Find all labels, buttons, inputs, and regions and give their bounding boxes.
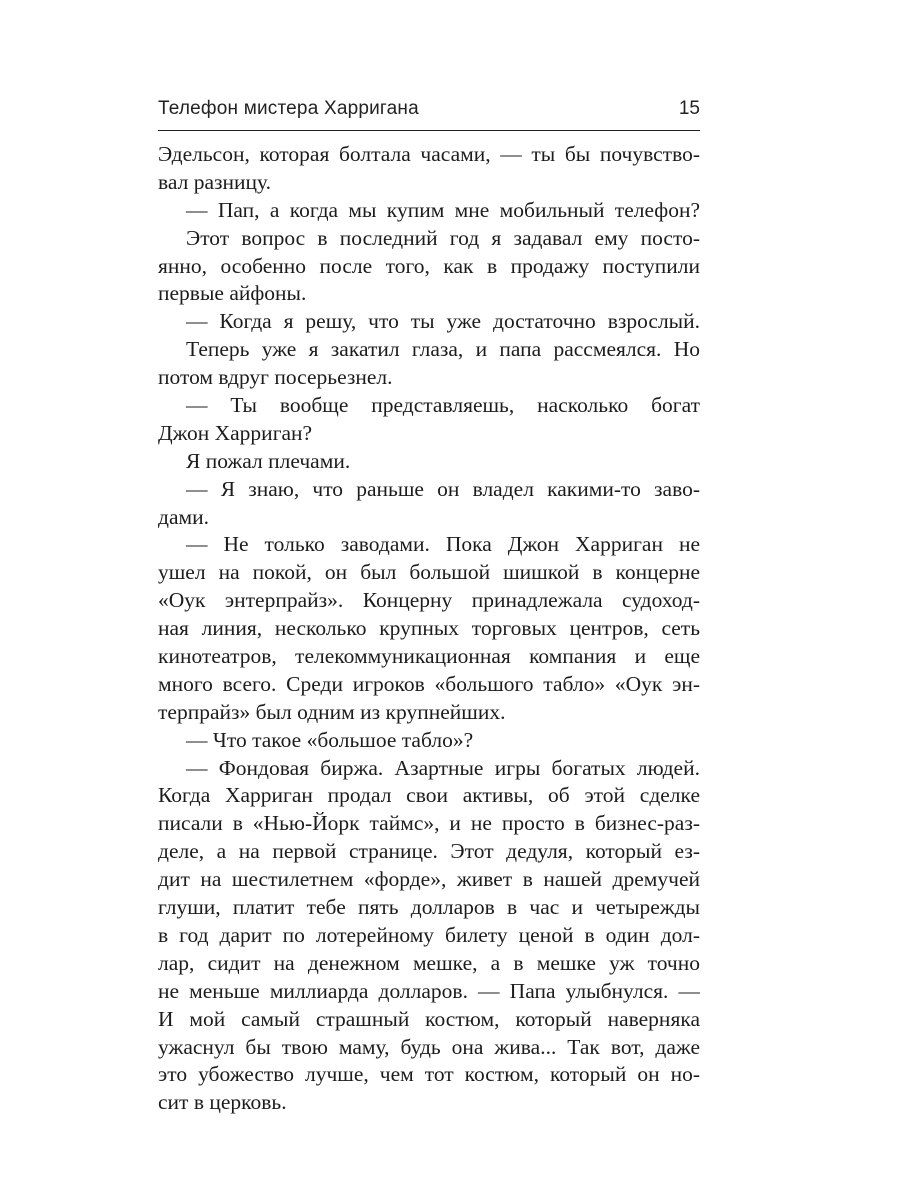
text-line: «Оук энтерпрайз». Концерну принадлежала судоход-: [158, 588, 700, 613]
text-line: — Фондовая биржа. Азартные игры богатых людей.: [186, 755, 700, 780]
text-line: — Пап, а когда мы купим мне мобильный телефон?: [186, 197, 700, 222]
text-line: — Когда я решу, что ты уже достаточно взрослый.: [186, 309, 700, 334]
text-line: Теперь уже я закатил глаза, и папа рассмеялся. Но: [186, 337, 700, 362]
text-line: И мой самый страшный костюм, который наверняка: [158, 1006, 700, 1031]
text-line: — Я знаю, что раньше он владел какими-то заво-: [186, 476, 700, 501]
text-line: кинотеатров, телекоммуникационная компания и еще: [158, 644, 700, 669]
text-line: много всего. Среди игроков «большого табло» «Оук эн-: [158, 671, 700, 696]
text-line: глуши, платит тебе пять долларов в час и четырежды: [158, 895, 700, 920]
text-line: не меньше миллиарда долларов. — Папа улыбнулся. —: [158, 978, 700, 1003]
text-line: — Ты вообще представляешь, насколько богат: [186, 393, 700, 418]
text-line: ужаснул бы твою маму, будь она жива... Так вот, даже: [158, 1034, 700, 1059]
text-line: первые айфоны.: [158, 281, 307, 306]
text-line: это убожество лучше, чем тот костюм, который он но-: [158, 1062, 700, 1087]
text-line: Когда Харриган продал свои активы, об этой сделке: [158, 783, 700, 808]
text-line: — Не только заводами. Пока Джон Харриган не: [186, 532, 700, 557]
text-line: потом вдруг посерьезнел.: [158, 365, 393, 390]
running-header: [158, 96, 700, 131]
text-line: терпрайз» был одним из крупнейших.: [158, 699, 506, 724]
text-line: ушел на покой, он был большой шишкой в концерне: [158, 560, 700, 585]
body-text: [158, 141, 700, 1117]
text-line: Этот вопрос в последний год я задавал ему посто-: [186, 225, 700, 250]
text-line: писали в «Нью-Йорк таймс», и не просто в бизнес-раз-: [158, 811, 700, 836]
text-line: — Что такое «большое табло»?: [186, 727, 474, 752]
text-line: Джон Харриган?: [158, 420, 313, 445]
text-line: Я пожал плечами.: [186, 448, 351, 473]
text-line: в год дарит по лотерейному билету ценой в один дол-: [158, 922, 700, 947]
running-title: Телефон мистера Харригана: [158, 98, 419, 119]
text-line: деле, а на первой странице. Этот дедуля, который ез-: [158, 839, 700, 864]
text-line: янно, особенно после того, как в продажу поступили: [158, 253, 700, 278]
text-line: дит на шестилетнем «форде», живет в нашей дремучей: [158, 867, 700, 892]
text-line: сит в церковь.: [158, 1090, 287, 1115]
text-line: вал разницу.: [158, 169, 271, 194]
text-line: ная линия, несколько крупных торговых центров, сеть: [158, 616, 700, 641]
text-line: Эдельсон, которая болтала часами, — ты бы почувство-: [158, 142, 700, 166]
page-number: 15: [678, 98, 700, 119]
text-line: лар, сидит на денежном мешке, а в мешке уж точно: [158, 950, 700, 975]
text-line: дами.: [158, 504, 209, 529]
